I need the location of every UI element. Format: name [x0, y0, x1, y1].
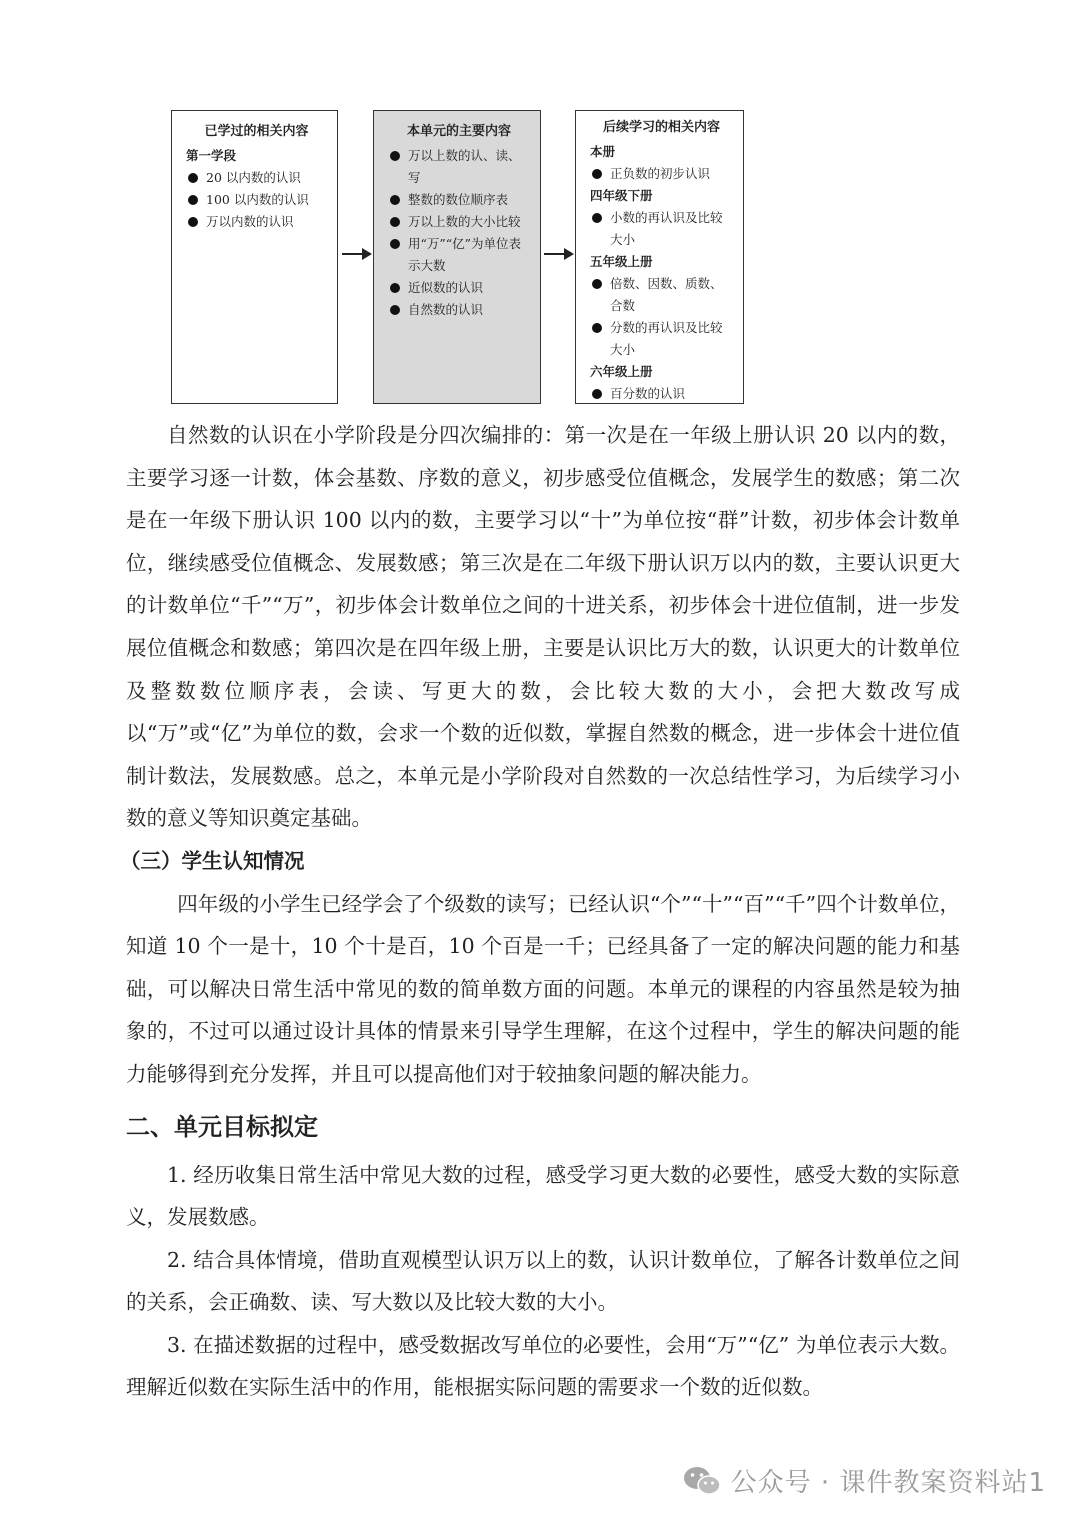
- goal-item: 1. 经历收集日常生活中常见大数的过程，感受学习更大数的必要性，感受大数的实际意义，发展数感。: [126, 1162, 960, 1230]
- wechat-icon: [683, 1465, 721, 1497]
- section-label: 第一学段: [186, 148, 237, 163]
- goal-item: 2. 结合具体情境，借助直观模型认识万以上的数，认识计数单位，了解各计数单位之间的关系，会正确数、读、写大数以及比较大数的大小。: [126, 1247, 960, 1315]
- list-item: 自然数的认识: [388, 299, 530, 321]
- list-item: 倍数、因数、质数、合数: [590, 273, 733, 317]
- content-diagram: [0, 0, 1080, 420]
- list-item: 100 以内数的认识: [186, 189, 327, 211]
- section-label: 五年级上册: [590, 254, 653, 269]
- future-content-box: [575, 110, 744, 404]
- unit-content-box: [373, 110, 541, 404]
- box-title: 后续学习的相关内容: [602, 120, 720, 135]
- arrow-right-icon: [342, 253, 370, 255]
- list-item: 万以上数的大小比较: [388, 211, 530, 233]
- list-item: 百分数的认识: [590, 383, 733, 405]
- section-label: 六年级上册: [590, 364, 653, 379]
- list-item: 万以内数的认识: [186, 211, 327, 233]
- list-item: 近似数的认识: [388, 277, 530, 299]
- heading-unit-goals: 二、单元目标拟定: [126, 1111, 318, 1141]
- paragraph-cognition: 四年级的小学生已经学会了个级数的读写；已经认识“个”“十”“百”“千”四个计数单位，知道 10 个一是十，10 个十是百，10 个百是一千；已经具备了一定的解决问题的能力和基础，可以解决日常生活中常见的数的简单数方面的问题。本单元的课程的内容虽然是较为抽象的，不过可以通过设计具体的情景来引导学生理解，在这个过程中，学生的解决问题的能力能够得到充分发挥，并且可以提高他们对于较抽象问题的解决能力。: [126, 891, 960, 1086]
- heading-student-cognition: （三）学生认知情况: [120, 848, 305, 873]
- section-label: 本册: [590, 144, 616, 159]
- list-item: 20 以内数的认识: [186, 167, 327, 189]
- section-label: 四年级下册: [590, 188, 653, 203]
- watermark: [683, 1462, 1046, 1499]
- list-item: 分数的再认识及比较大小: [590, 317, 733, 361]
- list-item: 正负数的初步认识: [590, 163, 733, 185]
- list-item: 小数的再认识及比较大小: [590, 207, 733, 251]
- list-item: 用“万”“亿”为单位表示大数: [388, 233, 530, 277]
- learned-content-box: [171, 110, 338, 404]
- list-item: 万以上数的认、读、写: [388, 145, 530, 189]
- list-item: 整数的数位顺序表: [388, 189, 530, 211]
- watermark-label: 公众号 · 课件教案资料站1: [730, 1468, 1046, 1498]
- box-title: 本单元的主要内容: [406, 124, 511, 139]
- paragraph-curriculum: 自然数的认识在小学阶段是分四次编排的：第一次是在一年级上册认识 20 以内的数，主要学习逐一计数，体会基数、序数的意义，初步感受位值概念，发展学生的数感；第二次是在一年级下册认识 100 以内的数，主要学习以“十”为单位按“群”计数，初步体会计数单位，继续感受位值概念、发展数感；第三次是在二年级下册认识万以内的数，主要认识更大的计数单位“千”“万”，初步体会计数单位之间的十进关系，初步体会十进位值制，进一步发展位值概念和数感；第四次是在四年级上册，主要是认识比万大的数，认识更大的计数单位及整数数位顺序表，会读、写更大的数，会比较大数的大小，会把大数改写成以“万”或“亿”为单位的数，会求一个数的近似数，掌握自然数的概念，进一步体会十进位值制计数法，发展数感。总之，本单元是小学阶段对自然数的一次总结性学习，为后续学习小数的意义等知识奠定基础。: [126, 423, 960, 831]
- box-title: 已学过的相关内容: [204, 124, 309, 139]
- goal-item: 3. 在描述数据的过程中，感受数据改写单位的必要性，会用“万”“亿” 为单位表示大数。理解近似数在实际生活中的作用，能根据实际问题的需要求一个数的近似数。: [126, 1332, 960, 1400]
- arrow-right-icon: [544, 253, 572, 255]
- body-text: [120, 414, 960, 1409]
